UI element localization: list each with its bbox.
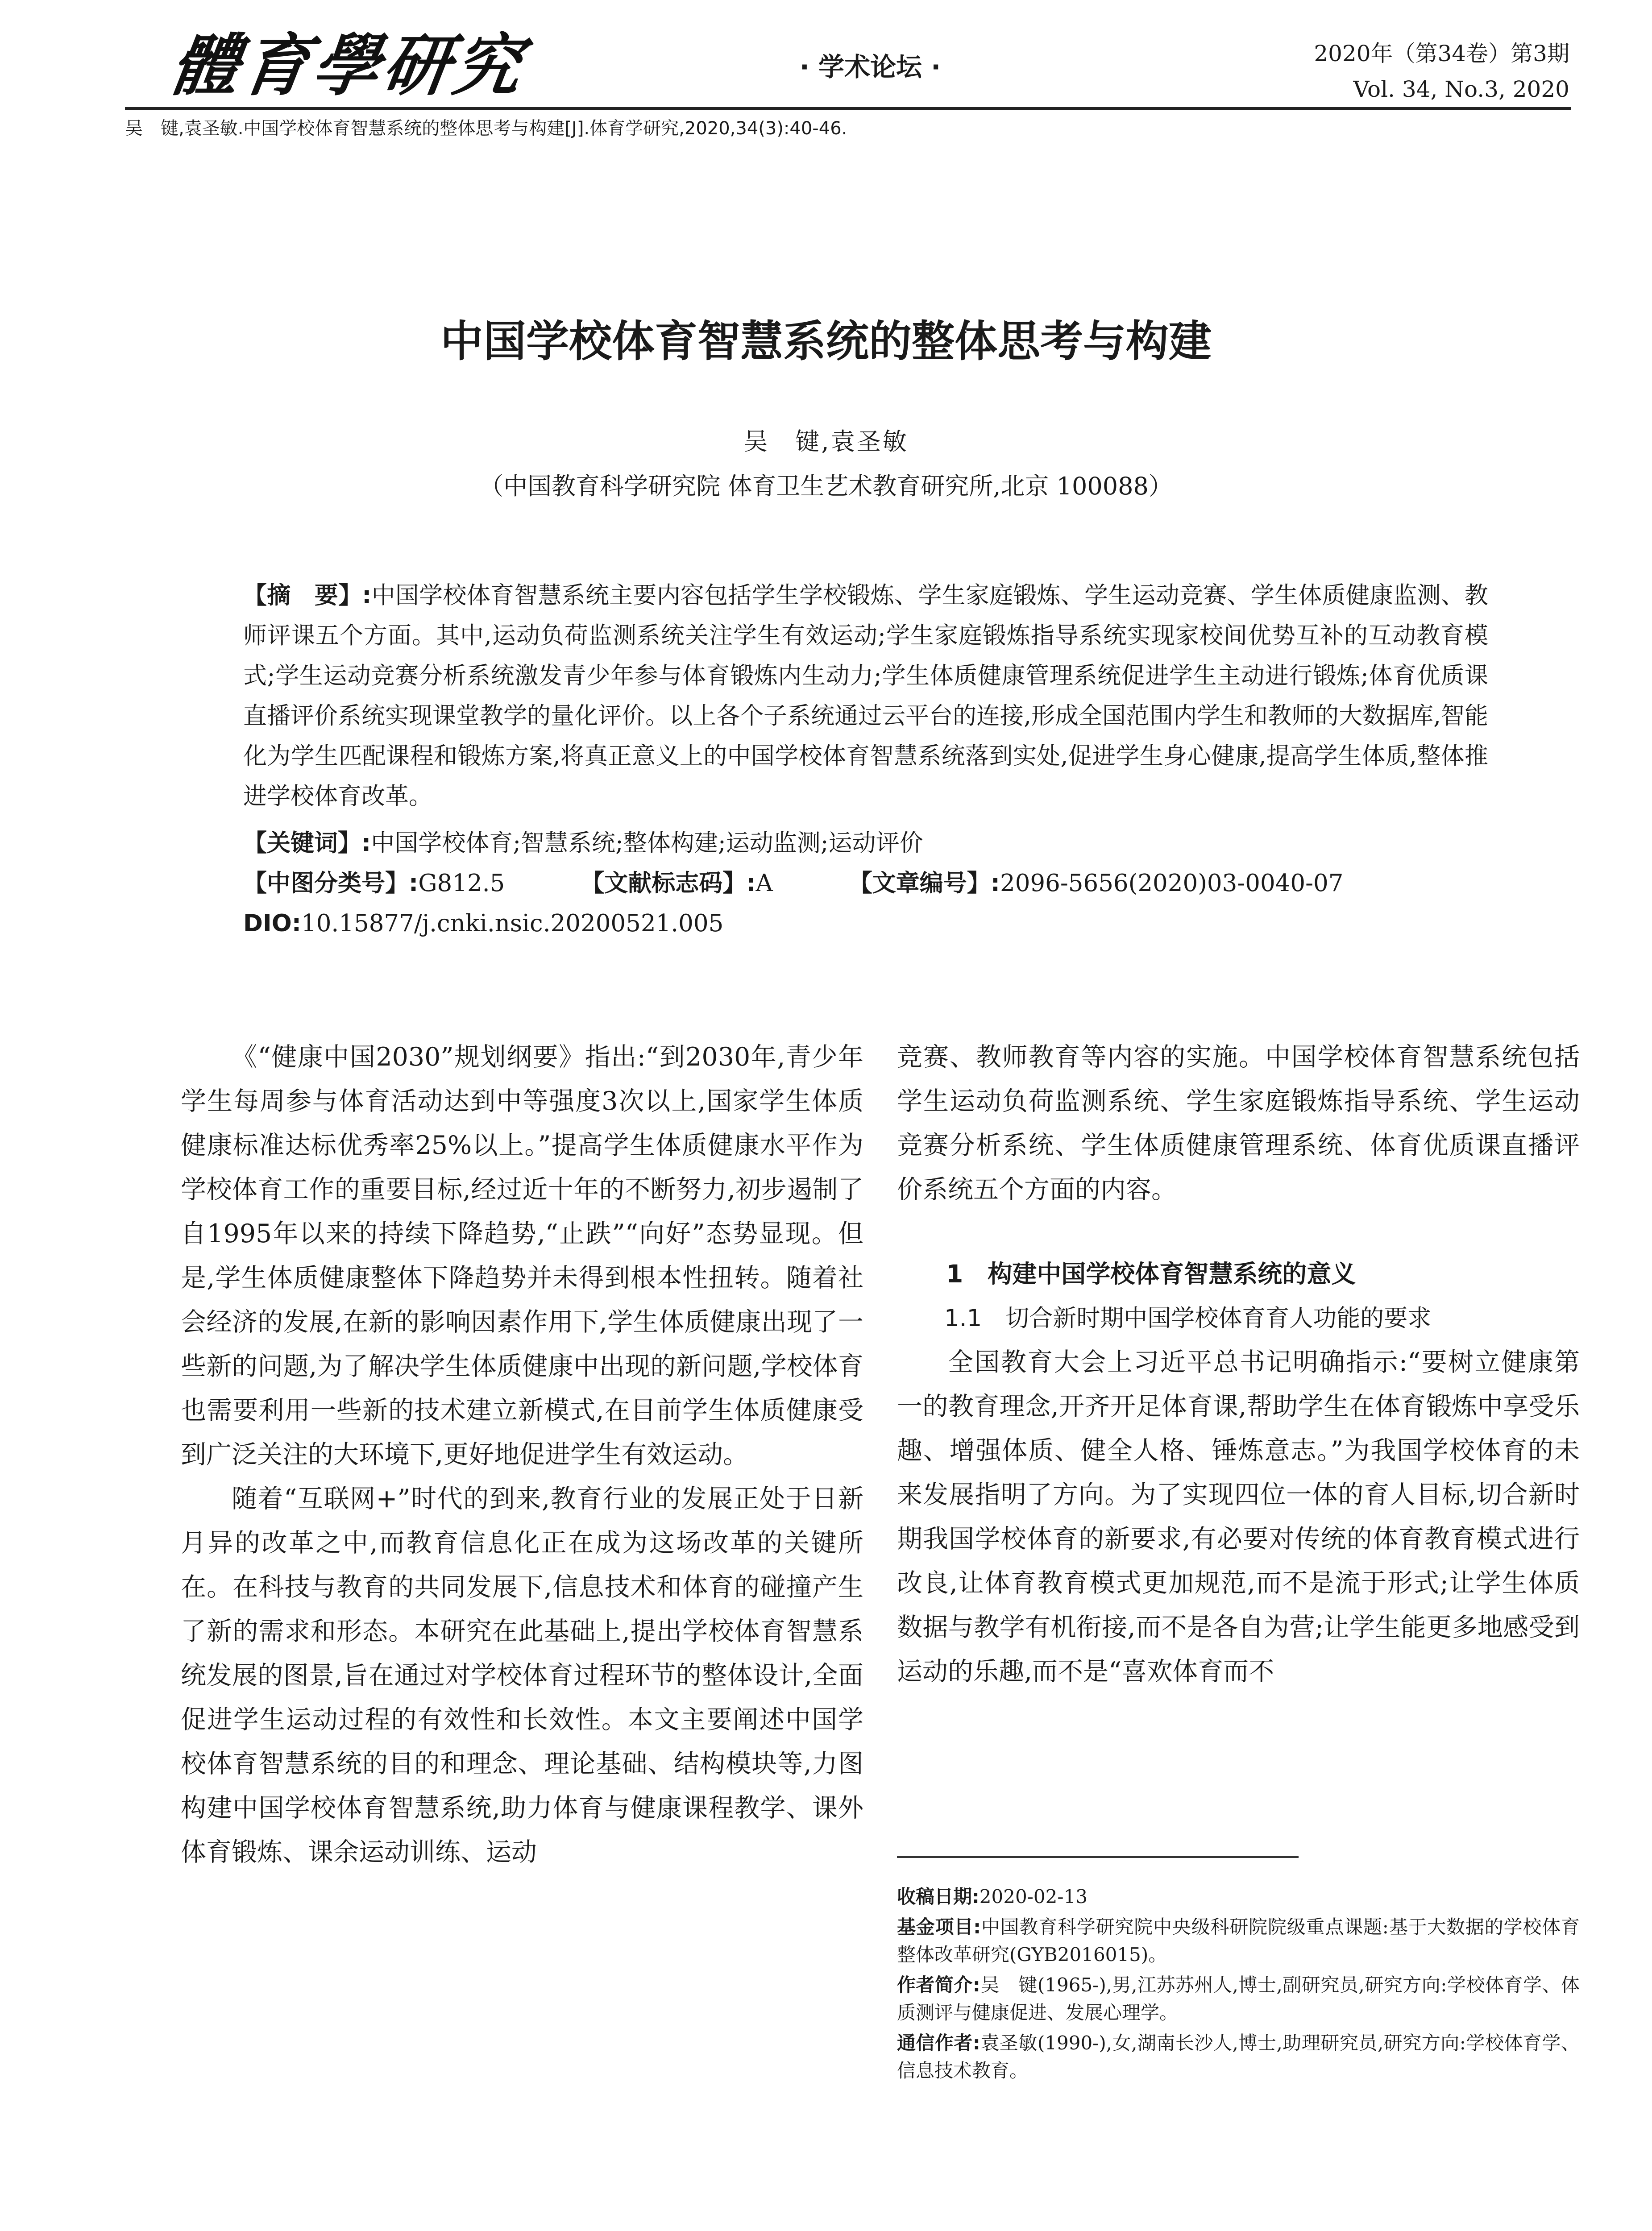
footnote-received <box>897 1883 1580 1911</box>
journal-logo: 體育學研究 <box>166 26 530 105</box>
footnote-label: 通信作者: <box>897 2032 980 2054</box>
abstract-text: 中国学校体育智慧系统主要内容包括学生学校锻炼、学生家庭锻炼、学生运动竞赛、学生体质健康监测、教师评课五个方面。其中,运动负荷监测系统关注学生有效运动;学生家庭锻炼指导系统实现家校间优势互补的互动教育模式;学生运动竞赛分析系统激发青少年参与体育锻炼内生动力;学生体质健康管理系统促进学生主动进行锻炼;体育优质课直播评价系统实现课堂教学的量化评价。以上各个子系统通过云平台的连接,形成全国范围内学生和教师的大数据库,智能化为学生匹配课程和锻炼方案,将真正意义上的中国学校体育智慧系统落到实处,促进学生身心健康,提高学生体质,整体推进学校体育改革。 <box>243 582 1489 810</box>
footnote-text: 袁圣敏(1990-),女,湖南长沙人,博士,助理研究员,研究方向:学校体育学、信息技术教育。 <box>897 2032 1580 2082</box>
citation-line: 吴 键,袁圣敏.中国学校体育智慧系统的整体思考与构建[J].体育学研究,2020,34(3):40-46. <box>125 118 847 139</box>
doc-code-value: A <box>755 870 773 897</box>
body-column-left <box>181 1035 863 1874</box>
footnote-text: 2020-02-13 <box>979 1886 1087 1908</box>
footnote-text: 吴 键(1965-),男,江苏苏州人,博士,副研究员,研究方向:学校体育学、体质测评与健康促进、发展心理学。 <box>897 1974 1580 2024</box>
footnote-fund <box>897 1913 1580 1969</box>
subsection-heading: 1.1 切合新时期中国学校体育育人功能的要求 <box>944 1305 1432 1332</box>
issue-info-en: Vol. 34, No.3, 2020 <box>1353 76 1569 102</box>
keywords <box>243 823 1488 863</box>
doi-value: 10.15877/j.cnki.nsic.20200521.005 <box>301 910 724 937</box>
footnote-rule <box>897 1856 1299 1858</box>
doi-label: DIO: <box>243 910 301 937</box>
body-paragraph: 《“健康中国2030”规划纲要》指出:“到2030年,青少年学生每周参与体育活动达到中等强度3次以上,国家学生体质健康标准达标优秀率25%以上。”提高学生体质健康水平作为学校体育工作的重要目标,经过近十年的不断努力,初步遏制了自1995年以来的持续下降趋势,“止跌”“向好”态势显现。但是,学生体质健康整体下降趋势并未得到根本性扭转。随着社会经济的发展,在新的影响因素作用下,学生体质健康出现了一些新的问题,为了解决学生体质健康中出现的新问题,学校体育也需要利用一些新的技术建立新模式,在目前学生体质健康受到广泛关注的大环境下,更好地促进学生有效运动。 <box>181 1042 863 1469</box>
issue-info-cn: 2020年（第34卷）第3期 <box>1314 41 1569 66</box>
abstract-label: 【摘 要】: <box>243 582 372 609</box>
body-paragraph: 全国教育大会上习近平总书记明确指示:“要树立健康第一的教育理念,开齐开足体育课,帮助学生在体育锻炼中享受乐趣、增强体质、健全人格、锤炼意志。”为我国学校体育的未来发展指明了方向。为了实现四位一体的育人目标,切合新时期我国学校体育的新要求,有必要对传统的体育教育模式进行改良,让体育教育模式更加规范,而不是流于形式;让学生体质数据与教学有机衔接,而不是各自为营;让学生能更多地感受到运动的乐趣,而不是“喜欢体育而不 <box>897 1348 1580 1686</box>
header-rule <box>125 107 1571 110</box>
keywords-text: 中国学校体育;智慧系统;整体构建;运动监测;运动评价 <box>371 829 923 857</box>
footnote-label: 基金项目: <box>897 1916 981 1938</box>
affiliation: （中国教育科学研究院 体育卫生艺术教育研究所,北京 100088） <box>479 472 1173 500</box>
column-tag: · 学术论坛 · <box>799 52 941 82</box>
footnote-text: 中国教育科学研究院中央级科研院院级重点课题:基于大数据的学校体育整体改革研究(GYB2016015)。 <box>897 1916 1580 1966</box>
keywords-label: 【关键词】: <box>243 829 371 857</box>
section-heading: 1 构建中国学校体育智慧系统的意义 <box>946 1260 1356 1288</box>
doi-line <box>243 904 723 944</box>
abstract <box>243 576 1488 817</box>
classification-line <box>243 863 1537 904</box>
clc-value: G812.5 <box>418 870 505 897</box>
article-id-label: 【文章编号】: <box>848 870 1000 897</box>
article-id-value: 2096-5656(2020)03-0040-07 <box>1000 870 1344 897</box>
footnote-label: 作者简介: <box>897 1974 980 1996</box>
doc-code-label: 【文献标志码】: <box>581 870 756 897</box>
body-column-right <box>897 1035 1580 1694</box>
body-paragraph: 随着“互联网+”时代的到来,教育行业的发展正处于日新月异的改革之中,而教育信息化正在成为这场改革的关键所在。在科技与教育的共同发展下,信息技术和体育的碰撞产生了新的需求和形态。本研究在此基础上,提出学校体育智慧系统发展的图景,旨在通过对学校体育过程环节的整体设计,全面促进学生运动过程的有效性和长效性。本文主要阐述中国学校体育智慧系统的目的和理念、理论基础、结构模块等,力图构建中国学校体育智慧系统,助力体育与健康课程教学、课外体育锻炼、课余运动训练、运动 <box>181 1484 863 1867</box>
authors: 吴 键,袁圣敏 <box>743 427 909 456</box>
footnote-label: 收稿日期: <box>897 1886 980 1908</box>
body-paragraph-continued: 竞赛、教师教育等内容的实施。中国学校体育智慧系统包括学生运动负荷监测系统、学生家庭锻炼指导系统、学生运动竞赛分析系统、学生体质健康管理系统、体育优质课直播评价系统五个方面的内容。 <box>897 1042 1580 1204</box>
footnotes <box>897 1883 1580 2087</box>
footnote-corresponding <box>897 2029 1580 2085</box>
footnote-author <box>897 1971 1580 2027</box>
clc-label: 【中图分类号】: <box>243 870 419 897</box>
page-number <box>0 2229 1652 2231</box>
article-title: 中国学校体育智慧系统的整体思考与构建 <box>440 316 1212 366</box>
